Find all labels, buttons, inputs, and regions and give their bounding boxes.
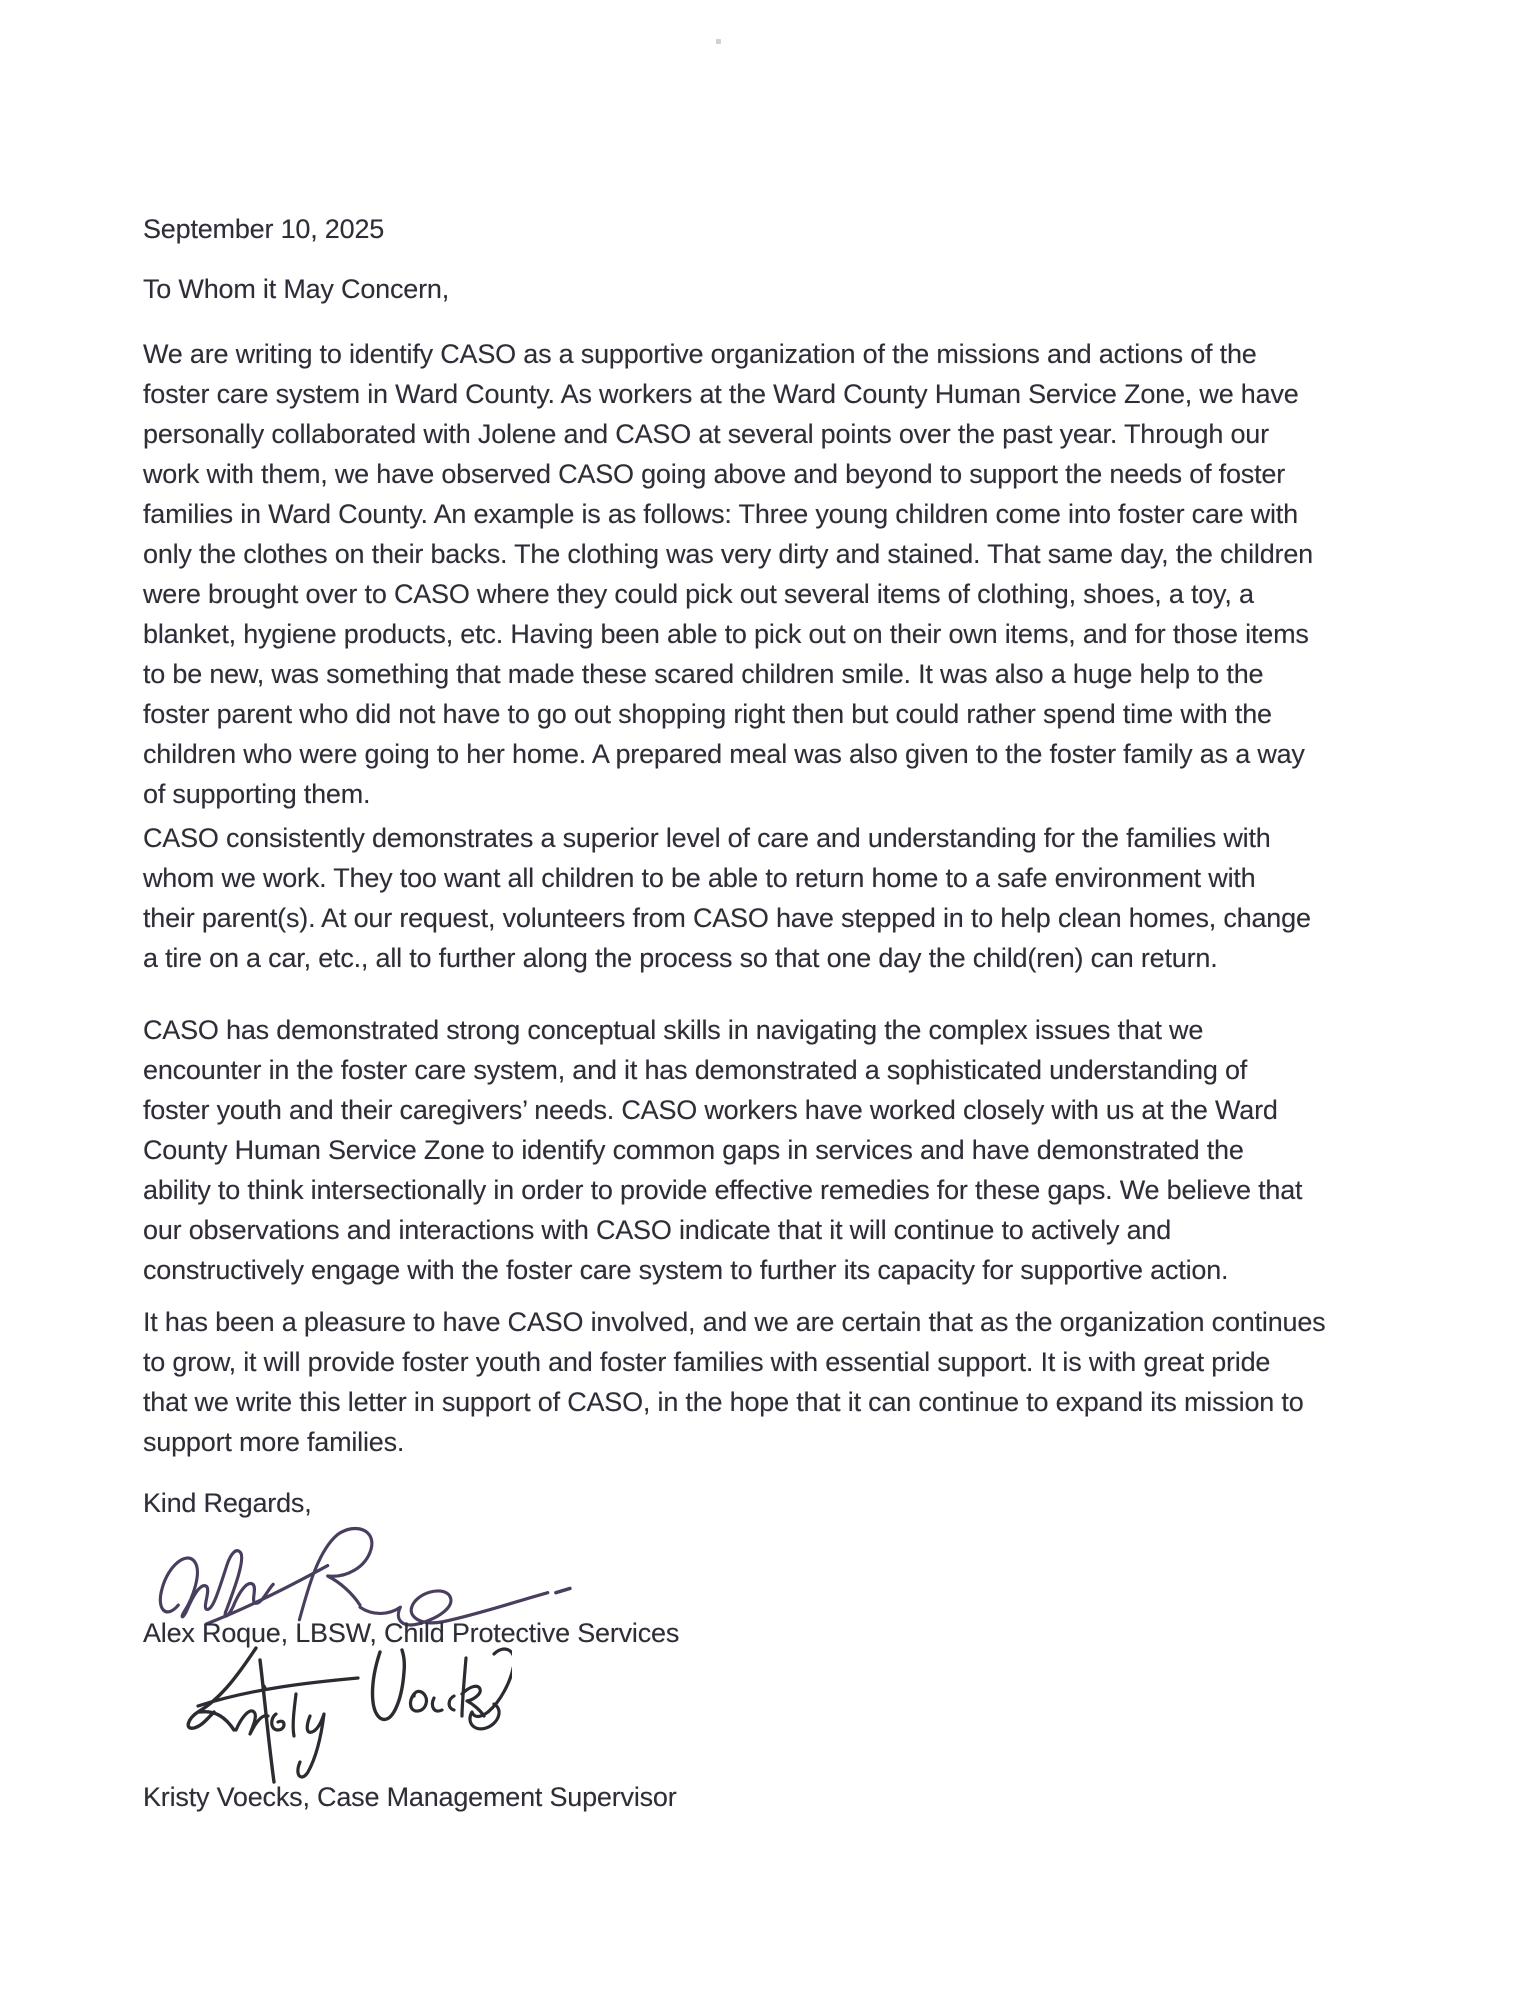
body-line: constructively engage with the foster care system to further its capacity for supportive action. <box>143 1255 1229 1285</box>
body-line: We are writing to identify CASO as a supportive organization of the missions and actions of the <box>143 339 1257 369</box>
body-line: that we write this letter in support of CASO, in the hope that it can continue to expand its mission to <box>143 1387 1304 1417</box>
letter-paragraph-4 <box>143 1302 1325 1462</box>
body-line: CASO has demonstrated strong conceptual skills in navigating the complex issues that we <box>143 1015 1204 1045</box>
body-line: foster parent who did not have to go out shopping right then but could rather spend time with the <box>143 699 1272 729</box>
body-line: foster youth and their caregivers’ needs. CASO workers have worked closely with us at the Ward <box>143 1095 1278 1125</box>
body-line: CASO consistently demonstrates a superior level of care and understanding for the families with <box>143 823 1271 853</box>
signer-name-kristy-voecks: Kristy Voecks, Case Management Supervisor <box>143 1782 677 1812</box>
body-line: support more families. <box>143 1427 405 1457</box>
body-line: families in Ward County. An example is as follows: Three young children come into foster care with <box>143 499 1298 529</box>
body-line: to be new, was something that made these scared children smile. It was also a huge help to the <box>143 659 1264 689</box>
body-line: blanket, hygiene products, etc. Having been able to pick out on their own items, and for those items <box>143 619 1309 649</box>
body-line: to grow, it will provide foster youth and foster families with essential support. It is with great pride <box>143 1347 1271 1377</box>
letter-paragraph-3 <box>143 1010 1302 1290</box>
signer-name-alex-roque: Alex Roque, LBSW, Child Protective Services <box>143 1618 680 1648</box>
body-line: our observations and interactions with CASO indicate that it will continue to actively and <box>143 1215 1172 1245</box>
body-line: ability to think intersectionally in order to provide effective remedies for these gaps. We believe that <box>143 1175 1303 1205</box>
body-line: of supporting them. <box>143 779 371 809</box>
body-line: encounter in the foster care system, and it has demonstrated a sophisticated understanding of <box>143 1055 1248 1085</box>
body-line: It has been a pleasure to have CASO involved, and we are certain that as the organization continues <box>143 1307 1326 1337</box>
letter-paragraph-1 <box>143 334 1313 814</box>
scan-artifact-speck <box>716 39 721 44</box>
body-line: children who were going to her home. A prepared meal was also given to the foster family as a way <box>143 739 1305 769</box>
body-line: personally collaborated with Jolene and CASO at several points over the past year. Through our <box>143 419 1269 449</box>
body-line: work with them, we have observed CASO going above and beyond to support the needs of foster <box>143 459 1285 489</box>
body-line: a tire on a car, etc., all to further along the process so that one day the child(ren) can return. <box>143 943 1218 973</box>
letter-salutation: To Whom it May Concern, <box>143 274 449 304</box>
alex-roque-signature-icon <box>148 1524 572 1628</box>
body-line: County Human Service Zone to identify common gaps in services and have demonstrated the <box>143 1135 1244 1165</box>
body-line: whom we work. They too want all children to be able to return home to a safe environment with <box>143 863 1256 893</box>
body-line: were brought over to CASO where they could pick out several items of clothing, shoes, a toy, a <box>143 579 1254 609</box>
letter-paragraph-2 <box>143 818 1311 978</box>
body-line: foster care system in Ward County. As workers at the Ward County Human Service Zone, we have <box>143 379 1299 409</box>
body-line: their parent(s). At our request, volunteers from CASO have stepped in to help clean homes, change <box>143 903 1311 933</box>
kristy-voecks-signature-icon <box>164 1642 512 1794</box>
letter-date: September 10, 2025 <box>143 214 385 244</box>
letter-closing: Kind Regards, <box>143 1488 312 1518</box>
body-line: only the clothes on their backs. The clothing was very dirty and stained. That same day, the children <box>143 539 1313 569</box>
